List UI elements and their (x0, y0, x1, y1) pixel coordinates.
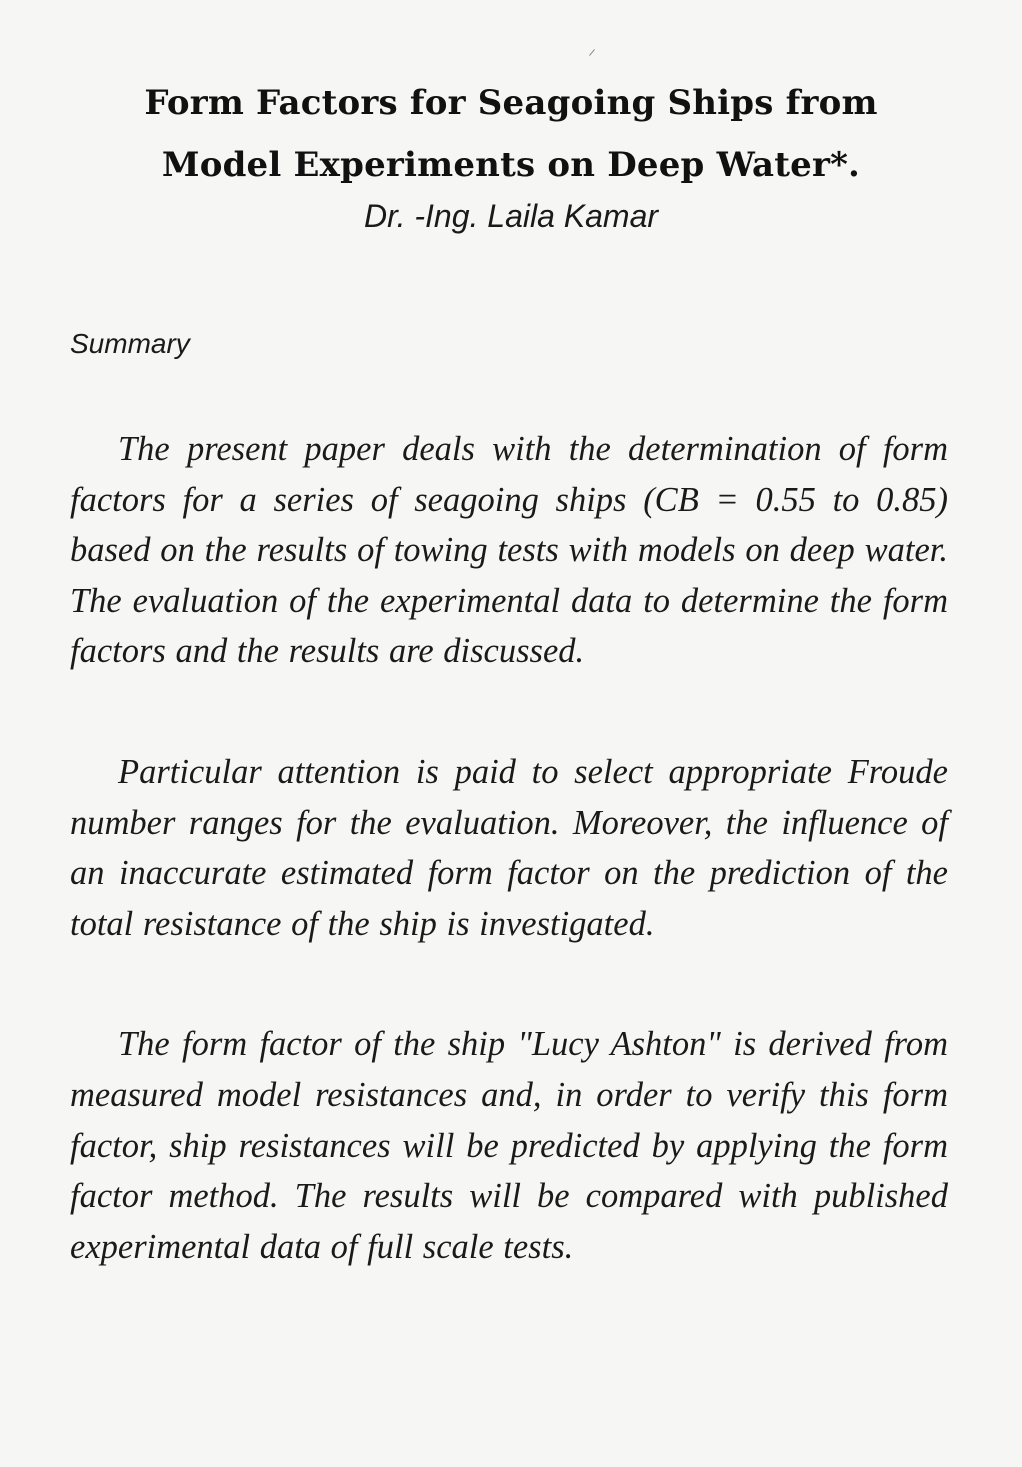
author-name: Dr. -Ing. Laila Kamar (363, 198, 659, 234)
title-block (0, 72, 1022, 238)
summary-heading: Summary (70, 328, 190, 359)
paper-title-line-2: Model Experiments on Deep Water*. (161, 145, 861, 185)
stray-pen-mark (589, 49, 595, 56)
summary-body (70, 424, 948, 1272)
summary-paragraph-2: Particular attention is paid to select appropriate Froude number ranges for the evaluation. Moreover, the influence of an inaccurate estimated form factor on the prediction of the total resistance of the ship is investigated. (70, 752, 948, 943)
summary-paragraph-1: The present paper deals with the determination of form factors for a series of seagoing ships (CB = 0.55 to 0.85) based on the results of towing tests with models on deep water. The evaluation of the experimental data to determine the form factors and the results are discussed. (70, 430, 948, 671)
paper-title-line-1: Form Factors for Seagoing Ships from (144, 83, 878, 123)
summary-paragraph-3: The form factor of the ship "Lucy Ashton" is derived from measured model resistances and, in order to verify this form factor, ship resistances will be predicted by applying the form factor method. The results will be compared with published experimental data of full scale tests. (70, 1025, 948, 1266)
